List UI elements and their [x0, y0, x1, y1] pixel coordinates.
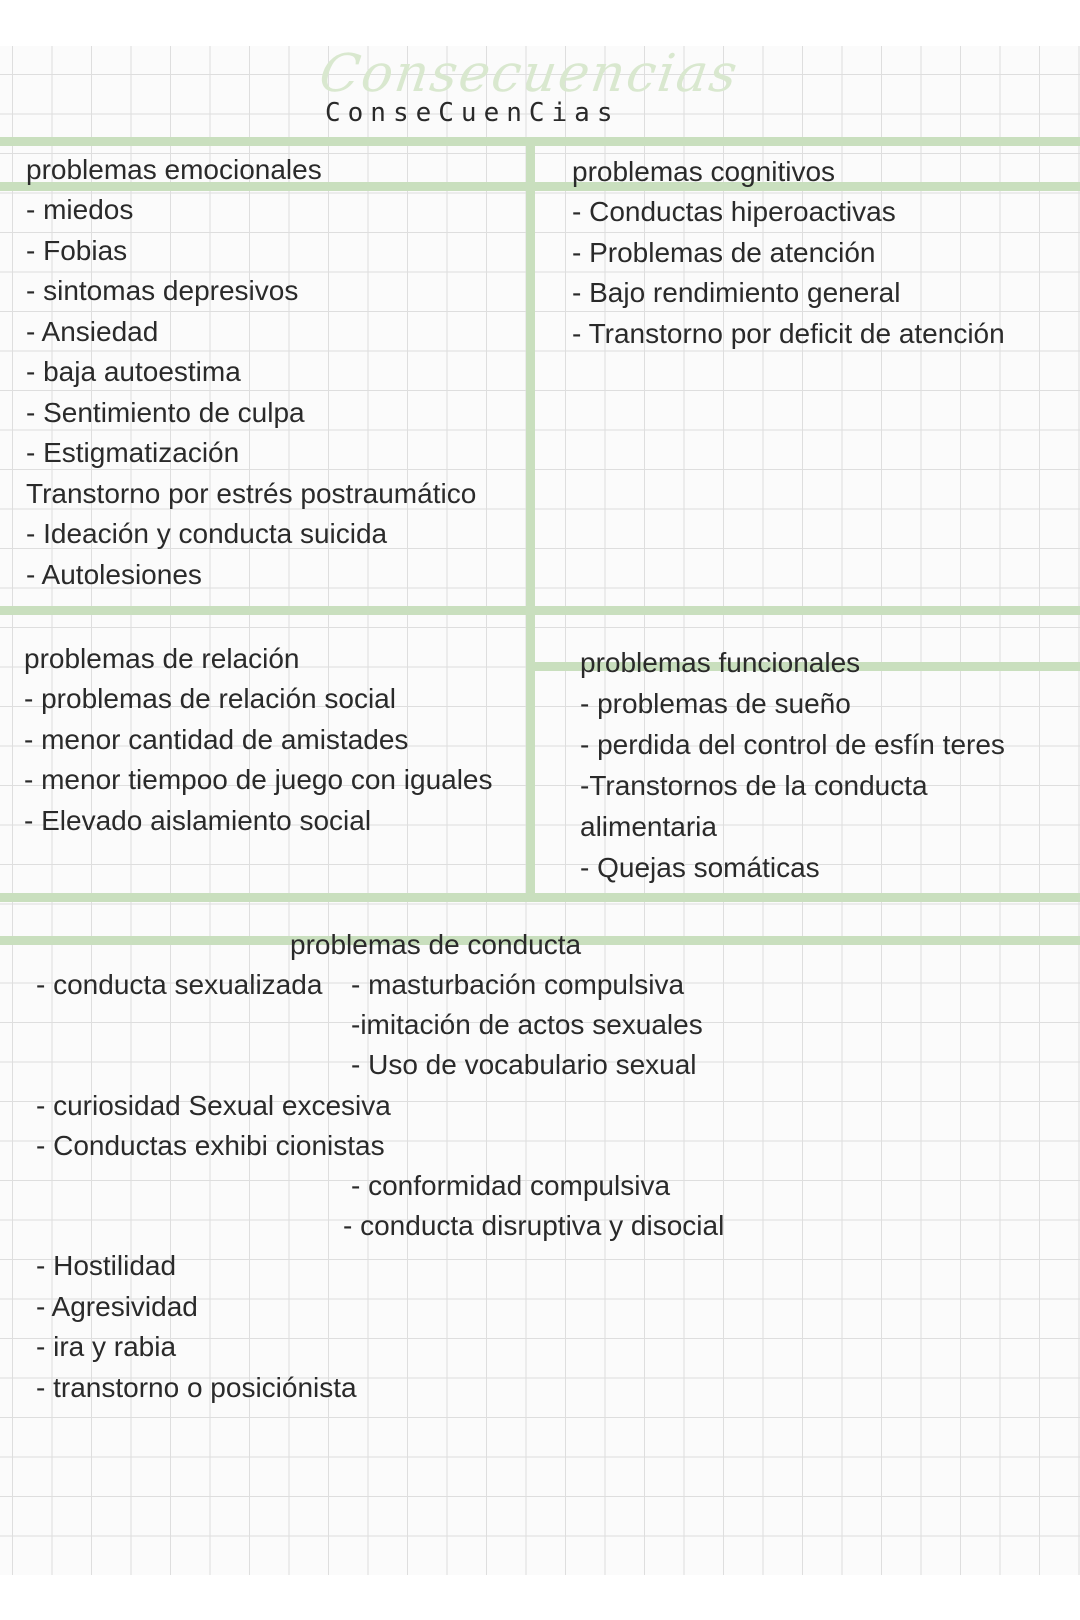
list-item: - miedos: [26, 194, 134, 225]
section-heading: problemas de conducta: [290, 929, 582, 960]
section-cognitive-problems: [572, 152, 1005, 354]
list-item: - baja autoestima: [26, 356, 241, 387]
divider-middle: [0, 606, 1080, 615]
section-heading: problemas cognitivos: [572, 156, 836, 187]
list-item: - sintomas depresivos: [26, 275, 299, 306]
list-item: - Elevado aislamiento social: [24, 804, 372, 836]
list-item: - menor tiempoo de juego con iguales: [24, 764, 493, 795]
section-emotional-problems: [26, 150, 476, 595]
list-item: - conducta sexualizada: [36, 969, 323, 1000]
list-item: - Estigmatización: [26, 437, 240, 468]
list-item: - conducta disruptiva y disocial: [343, 1210, 725, 1241]
list-item: - problemas de relación social: [24, 683, 396, 714]
divider-above-conduct: [0, 893, 1080, 902]
item-list: [580, 683, 1005, 888]
list-item: - Sentimiento de culpa: [26, 396, 305, 428]
list-item: - transtorno o posiciónista: [36, 1372, 357, 1403]
divider-vertical: [526, 137, 535, 902]
list-item: - menor cantidad de amistades: [24, 723, 409, 755]
section-heading: problemas emocionales: [26, 154, 322, 185]
item-list: [572, 192, 1005, 354]
list-item: alimentaria: [580, 811, 717, 842]
list-item: - Problemas de atención: [572, 236, 876, 268]
list-item: - curiosidad Sexual excesiva: [36, 1090, 391, 1121]
list-item: - masturbación compulsiva: [351, 969, 685, 1000]
list-item: -Transtornos de la conducta: [580, 770, 928, 801]
list-item: Transtorno por estrés postraumático: [26, 477, 477, 509]
divider-under-title: [0, 137, 1080, 146]
list-item: - problemas de sueño: [580, 688, 851, 719]
list-item: - Quejas somáticas: [580, 852, 820, 883]
list-item: - conformidad compulsiva: [351, 1170, 671, 1201]
list-item: -imitación de actos sexuales: [351, 1009, 703, 1040]
section-heading: problemas funcionales: [580, 647, 861, 678]
item-list: [24, 679, 493, 841]
page-title: ConseCuenCias: [325, 98, 620, 128]
list-item: - Hostilidad: [36, 1250, 177, 1281]
list-item: - Conductas exhibi cionistas: [36, 1130, 385, 1161]
list-item: - Conductas hiperoactivas: [572, 196, 896, 227]
list-item: - Uso de vocabulario sexual: [351, 1049, 697, 1080]
section-relationship-problems: [24, 639, 493, 841]
list-item: - Ideación y conducta suicida: [26, 518, 388, 549]
list-item: - Autolesiones: [26, 558, 202, 590]
list-item: - Transtorno por deficit de atención: [572, 317, 1005, 349]
list-item: - perdida del control de esfín teres: [580, 729, 1005, 760]
section-heading: problemas de relación: [24, 643, 300, 674]
item-list: [26, 190, 476, 595]
section-functional-problems: [580, 643, 1005, 888]
title: [0, 44, 1080, 134]
list-item: - Bajo rendimiento general: [572, 277, 901, 308]
list-item: - Agresividad: [36, 1291, 198, 1322]
list-item: - Fobias: [26, 234, 128, 266]
title-decorative-script: Consecuencias: [315, 44, 743, 104]
list-item: - ira y rabia: [36, 1331, 177, 1362]
list-item: - Ansiedad: [26, 315, 159, 347]
